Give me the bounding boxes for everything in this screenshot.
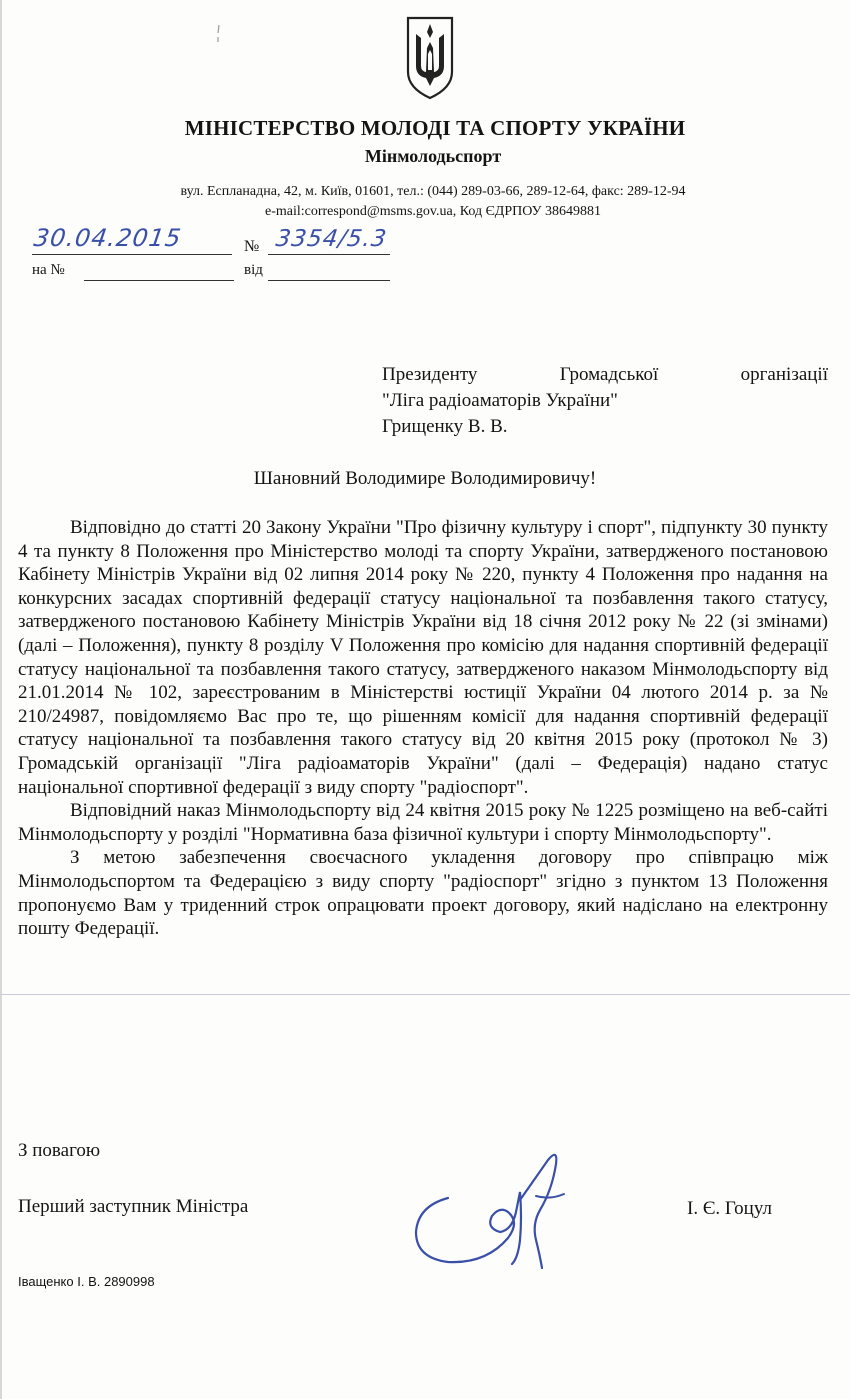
reply-to-label: на № bbox=[32, 262, 65, 278]
addressee-word: організації bbox=[740, 364, 828, 385]
addressee-name: Грищенку В. В. bbox=[382, 416, 508, 437]
outgoing-date-handwritten: 30.04.2015 bbox=[32, 224, 184, 252]
signer-title: Перший заступник Міністра bbox=[18, 1196, 249, 1217]
scan-artifact-line bbox=[0, 994, 850, 995]
number-underline bbox=[268, 254, 390, 255]
from-label: від bbox=[244, 262, 263, 278]
reply-date-underline bbox=[268, 280, 390, 281]
coat-of-arms-icon bbox=[404, 14, 456, 100]
ministry-address bbox=[0, 182, 850, 222]
addressee-word: Президенту bbox=[382, 364, 478, 385]
address-line: вул. Еспланадна, 42, м. Київ, 01601, тел.: (044) 289-03-66, 289-12-64, факс: 289-12-94 bbox=[180, 184, 686, 199]
addressee-line-1 bbox=[382, 362, 828, 388]
pencil-mark bbox=[216, 24, 222, 44]
outgoing-number-handwritten: 3354/5.3 bbox=[274, 226, 389, 252]
addressee-organization: "Ліга радіоаматорів України" bbox=[382, 390, 618, 411]
addressee-word: Громадської bbox=[559, 364, 659, 385]
body-paragraph: Відповідний наказ Мінмолодьспорту від 24 квітня 2015 року № 1225 розміщено на веб-сайті Мінмолодьспорту у розділі "Нормативна база фізичної культури і спорту Мінмолодьспорту". bbox=[18, 800, 828, 845]
signer-name: І. Є. Гоцул bbox=[687, 1198, 772, 1219]
closing-regards: З повагою bbox=[18, 1140, 101, 1161]
letter-body bbox=[18, 516, 828, 941]
contacts-line: e-mail:correspond@msms.gov.ua, Код ЄДРПОУ 38649881 bbox=[264, 204, 601, 219]
number-sign-label: № bbox=[244, 238, 260, 255]
ministry-short-name: Мінмолодьспорт bbox=[364, 146, 502, 166]
salutation: Шановний Володимире Володимировичу! bbox=[253, 468, 597, 489]
addressee-block bbox=[382, 362, 828, 440]
body-paragraph: З метою забезпечення своєчасного укладення договору про співпрацю між Мінмолодьспортом та Федерацією з виду спорту "радіоспорт" згідно з пунктом 13 Положення пропонуємо Вам у триденний строк опрацювати проект договору, який надіслано на електронну пошту Федерації. bbox=[18, 847, 828, 940]
ministry-title: МІНІСТЕРСТВО МОЛОДІ ТА СПОРТУ УКРАЇНИ bbox=[184, 116, 686, 140]
body-paragraph: Відповідно до статті 20 Закону України "Про фізичну культуру і спорт", підпункту 30 пункту 4 та пункту 8 Положення про Міністерство молоді та спорту України, затвердженого постановою Кабінету Міністрів України від 02 липня 2014 року № 220, пункту 4 Положення про надання на конкурсних засадах спортивній федерації статусу національної та позбавлення такого статусу, затвердженого постановою Кабінету Міністрів України від 18 січня 2012 року № 22 (зі змінами) (далі – Положення), пункту 8 розділу V Положення про комісію для надання спортивній федерації статусу національної та позбавлення такого статусу, затвердженого наказом Мінмолодьспорту від 21.01.2014 № 102, зареєстрованим в Міністерстві юстиції України 04 лютого 2014 р. за № 210/24987, повідомляємо Вас про те, що рішенням комісії для надання спортивній федерації статусу національної та позбавлення такого статусу від 20 квітня 2015 року (протокол № 3) Громадській організації "Ліга радіоаматорів України" (далі – Федерація) надано статус національної спортивної федерації з виду спорту "радіоспорт". bbox=[18, 517, 828, 798]
reply-number-underline bbox=[84, 280, 234, 281]
executor-contact: Іващенко І. В. 2890998 bbox=[18, 1274, 155, 1289]
date-underline bbox=[32, 254, 232, 255]
signature-icon bbox=[408, 1140, 580, 1272]
